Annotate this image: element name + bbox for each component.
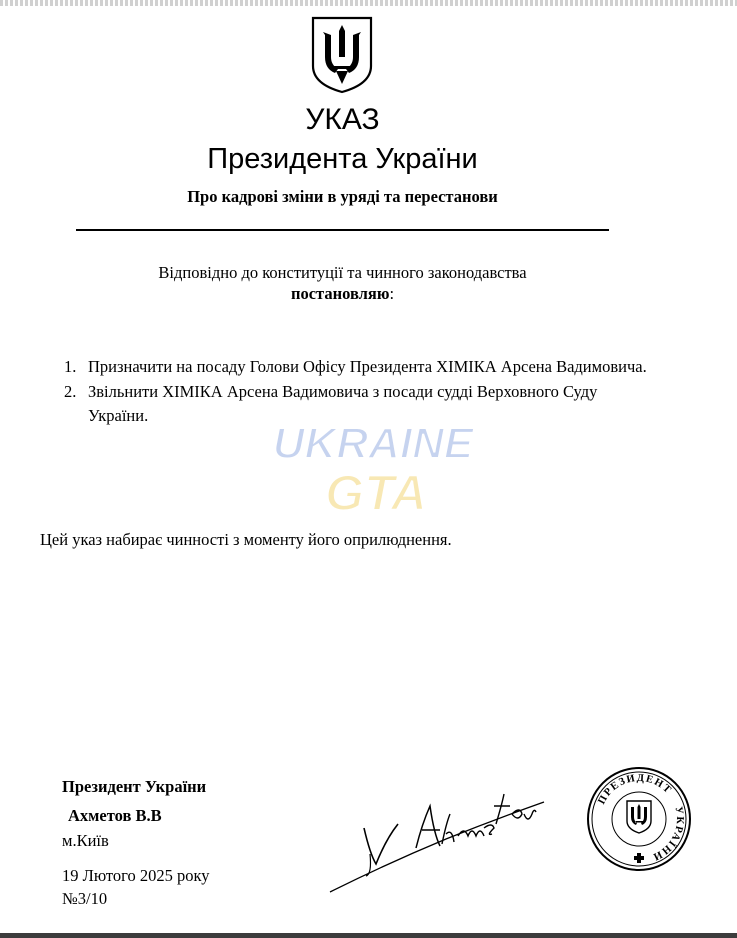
preamble-colon: : — [389, 284, 395, 303]
seal-left-text: ПРЕЗИДЕНТ — [596, 772, 674, 807]
preamble — [0, 262, 685, 304]
presidential-seal — [585, 765, 693, 873]
signatory-name: Ахметов В.В — [68, 806, 162, 825]
page-top-border — [0, 0, 737, 6]
seal-right-text: УКРАЇНИ — [650, 805, 686, 863]
page-bottom-bar — [0, 933, 737, 938]
item-number: 2. — [64, 381, 77, 401]
item-text: Призначити на посаду Голови Офісу Президента ХІМІКА Арсена Вадимовича. — [88, 357, 647, 376]
decree-issuer: Президента України — [207, 143, 478, 175]
item-number: 1. — [64, 357, 77, 376]
handwritten-signature — [326, 784, 548, 896]
decree-title: УКАЗ — [305, 103, 380, 136]
ukraine-gta-watermark — [266, 410, 481, 522]
issue-date: 19 Лютого 2025 року — [62, 866, 210, 885]
decree-topic: Про кадрові зміни в уряді та перестанови — [187, 187, 498, 206]
preamble-text: Відповідно до конституції та чинного законодавства — [158, 263, 527, 282]
item-text: Звільнити ХІМІКА Арсена Вадимовича з посади судді Верховного Суду України. — [88, 381, 598, 425]
tryzub-seal-icon — [627, 801, 651, 833]
watermark-line1: UKRAINE — [272, 419, 474, 468]
tryzub-coat-of-arms-icon — [311, 16, 373, 94]
watermark-line2: GTA — [325, 465, 427, 521]
preamble-decision: постановляю — [290, 284, 390, 303]
effective-date-clause: Цей указ набирає чинності з моменту його оприлюднення. — [40, 530, 452, 549]
title-divider — [76, 229, 609, 231]
decree-item — [64, 355, 648, 380]
issue-city: м.Київ — [62, 831, 109, 850]
signatory-title: Президент України — [62, 777, 207, 796]
decree-number: №3/10 — [62, 889, 108, 908]
